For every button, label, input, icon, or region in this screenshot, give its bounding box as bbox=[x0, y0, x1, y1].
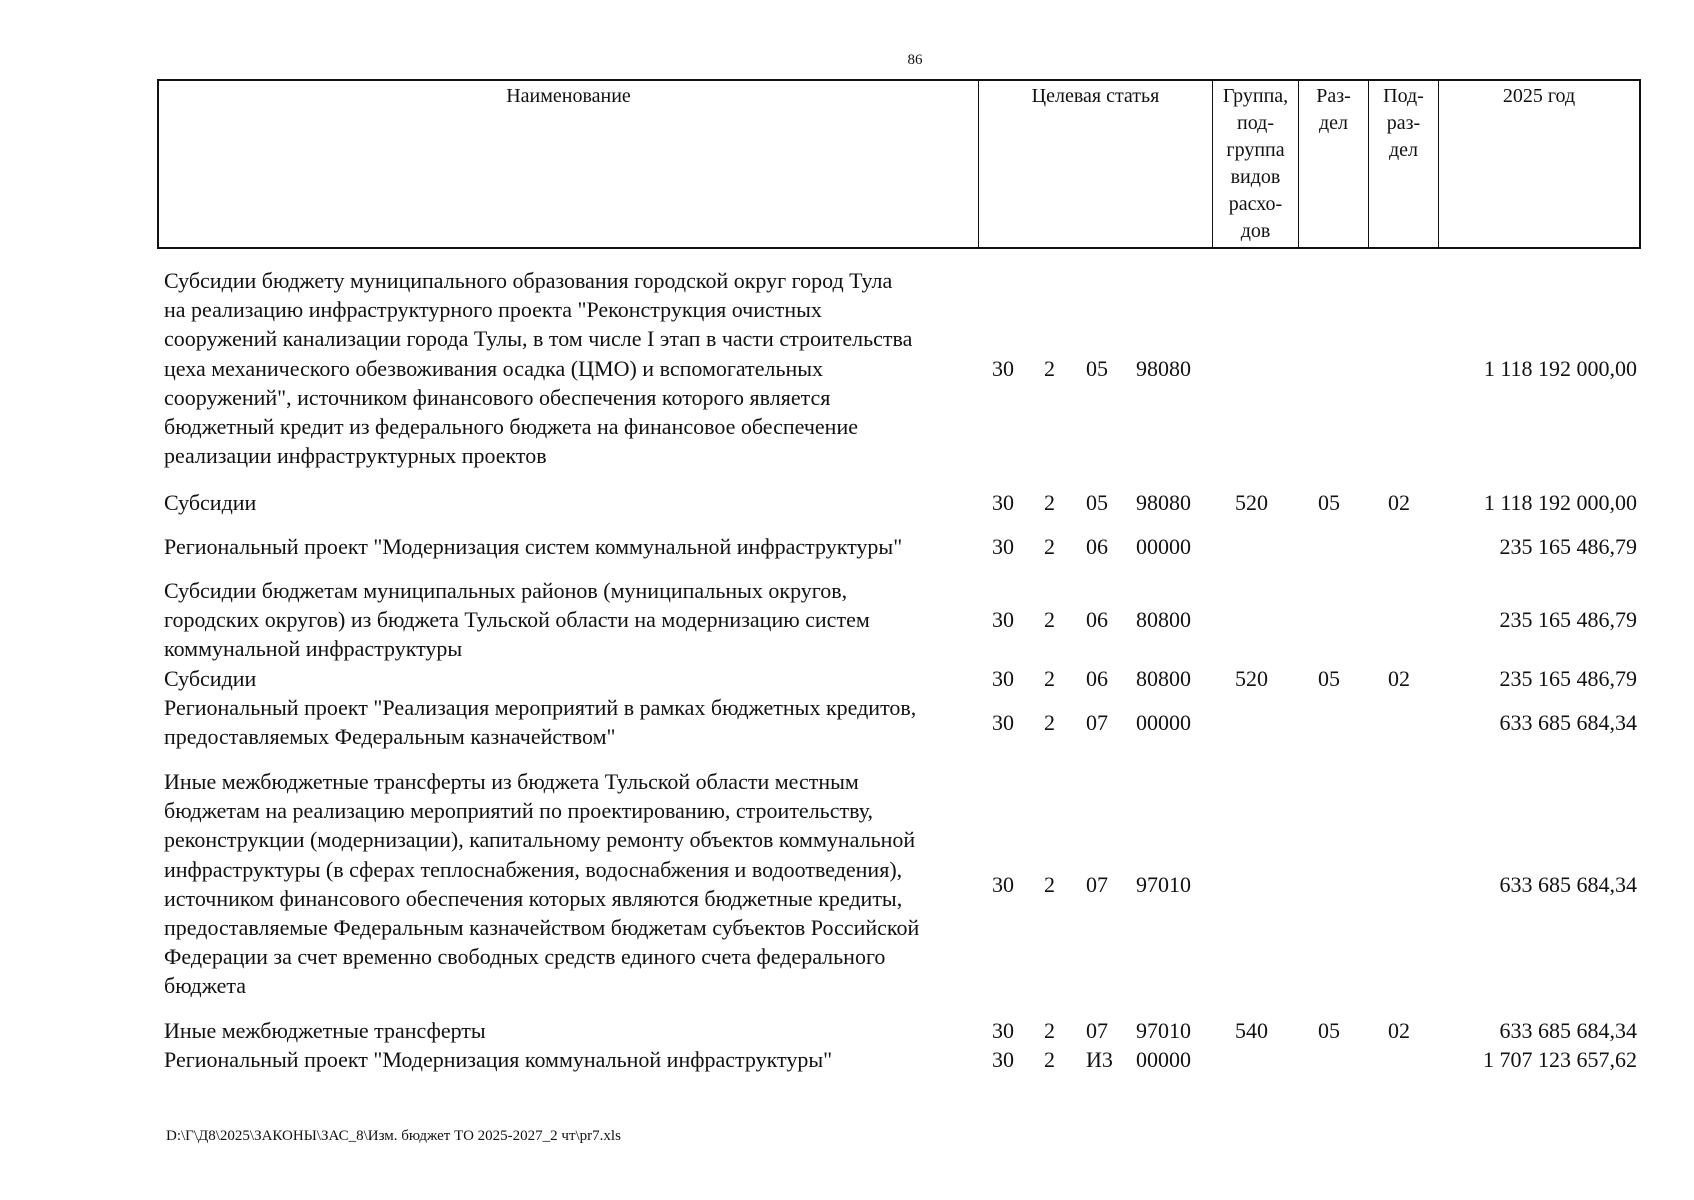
row-name: Субсидии бюджету муниципального образования городской округ город Тула на реализацию инфраструктурного проекта "Реконструкция очистных сооружений канализации города Тулы, в том числе I этап в части строительства цеха механического обезвоживания осадка (ЦМО) и вспомогательных сооружений", источником финансового обеспечения которого является бюджетный кредит из федерального бюджета на финансовое обеспечение реализации инфраструктурных проектов bbox=[164, 268, 913, 469]
target-program: 30 bbox=[992, 666, 1014, 691]
page-number: 86 bbox=[907, 52, 923, 68]
target-event: 07 bbox=[1086, 1018, 1108, 1043]
target-direction: 00000 bbox=[1136, 1047, 1191, 1072]
amount-2025: 633 685 684,34 bbox=[1499, 1018, 1637, 1043]
row-name: Региональный проект "Модернизация коммунальной инфраструктуры" bbox=[164, 1047, 833, 1072]
target-event: 05 bbox=[1086, 356, 1108, 381]
target-direction: 80800 bbox=[1136, 666, 1191, 691]
target-subprogram: 2 bbox=[1044, 534, 1055, 559]
subsection: 02 bbox=[1388, 666, 1410, 691]
row-name: Субсидии bbox=[164, 666, 257, 691]
subsection: 02 bbox=[1388, 490, 1410, 515]
amount-2025: 1 707 123 657,62 bbox=[1483, 1047, 1637, 1072]
target-program: 30 bbox=[992, 534, 1014, 559]
amount-2025: 633 685 684,34 bbox=[1499, 710, 1637, 735]
target-program: 30 bbox=[992, 710, 1014, 735]
target-subprogram: 2 bbox=[1044, 356, 1055, 381]
target-subprogram: 2 bbox=[1044, 490, 1055, 515]
target-direction: 98080 bbox=[1136, 490, 1191, 515]
target-program: 30 bbox=[992, 607, 1014, 632]
section: 05 bbox=[1318, 666, 1340, 691]
row-name: Региональный проект "Модернизация систем коммунальной инфраструктуры" bbox=[164, 534, 903, 559]
target-subprogram: 2 bbox=[1044, 666, 1055, 691]
amount-2025: 1 118 192 000,00 bbox=[1483, 356, 1637, 381]
target-program: 30 bbox=[992, 490, 1014, 515]
target-subprogram: 2 bbox=[1044, 1047, 1055, 1072]
amount-2025: 235 165 486,79 bbox=[1499, 607, 1637, 632]
row-name: Субсидии bbox=[164, 490, 257, 515]
target-program: 30 bbox=[992, 872, 1014, 897]
header-year: 2025 год bbox=[1502, 85, 1576, 107]
row-name: Региональный проект "Реализация мероприятий в рамках бюджетных кредитов, предоставляемых Федеральным казначейством" bbox=[164, 695, 917, 750]
section: 05 bbox=[1318, 490, 1340, 515]
amount-2025: 633 685 684,34 bbox=[1499, 872, 1637, 897]
target-event: 06 bbox=[1086, 607, 1108, 632]
file-path-footer: D:\Г\Д8\2025\ЗАКОНЫ\ЗАС_8\Изм. бюджет ТО 2025-2027_2 чт\pr7.xls bbox=[166, 1128, 621, 1144]
target-subprogram: 2 bbox=[1044, 710, 1055, 735]
target-program: 30 bbox=[992, 356, 1014, 381]
target-event: 07 bbox=[1086, 872, 1108, 897]
target-subprogram: 2 bbox=[1044, 607, 1055, 632]
header-subsection: Под- раз- дел bbox=[1369, 81, 1439, 247]
target-direction: 98080 bbox=[1136, 356, 1191, 381]
header-section: Раз- дел bbox=[1299, 81, 1369, 247]
target-subprogram: 2 bbox=[1044, 1018, 1055, 1043]
table-header bbox=[157, 79, 1641, 249]
subsection: 02 bbox=[1388, 1018, 1410, 1043]
target-event: 06 bbox=[1086, 666, 1108, 691]
row-name: Субсидии бюджетам муниципальных районов (муниципальных округов, городских округов) из бюджета Тульской области на модернизацию систем коммунальной инфраструктуры bbox=[164, 578, 870, 662]
target-event: 05 bbox=[1086, 490, 1108, 515]
row-name: Иные межбюджетные трансферты из бюджета Тульской области местным бюджетам на реализацию мероприятий по проектированию, строительству, реконструкции (модернизации), капитальному ремонту объектов коммунальной инфраструктуры (в сферах теплоснабжения, водоснабжения и водоотведения), источником финансового обеспечения которых являются бюджетные кредиты, предоставляемые Федеральным казначейством бюджетам субъектов Российской Федерации за счет временно свободных средств единого счета федерального бюджета bbox=[164, 769, 920, 999]
target-event: 07 bbox=[1086, 710, 1108, 735]
amount-2025: 235 165 486,79 bbox=[1499, 534, 1637, 559]
expense-group: 520 bbox=[1235, 490, 1268, 515]
target-direction: 00000 bbox=[1136, 534, 1191, 559]
target-program: 30 bbox=[992, 1047, 1014, 1072]
target-subprogram: 2 bbox=[1044, 872, 1055, 897]
amount-2025: 1 118 192 000,00 bbox=[1483, 490, 1637, 515]
target-direction: 97010 bbox=[1136, 872, 1191, 897]
section: 05 bbox=[1318, 1018, 1340, 1043]
target-direction: 80800 bbox=[1136, 607, 1191, 632]
expense-group: 540 bbox=[1235, 1018, 1268, 1043]
header-name: Наименование bbox=[159, 81, 979, 247]
amount-2025: 235 165 486,79 bbox=[1499, 666, 1637, 691]
header-target-article: Целевая статья bbox=[979, 81, 1213, 247]
row-name: Иные межбюджетные трансферты bbox=[164, 1018, 486, 1043]
target-direction: 97010 bbox=[1136, 1018, 1191, 1043]
target-event: И3 bbox=[1086, 1047, 1113, 1072]
target-event: 06 bbox=[1086, 534, 1108, 559]
target-direction: 00000 bbox=[1136, 710, 1191, 735]
expense-group: 520 bbox=[1235, 666, 1268, 691]
target-program: 30 bbox=[992, 1018, 1014, 1043]
header-expense-group: Группа, под- группа видов расхо- дов bbox=[1213, 81, 1299, 247]
